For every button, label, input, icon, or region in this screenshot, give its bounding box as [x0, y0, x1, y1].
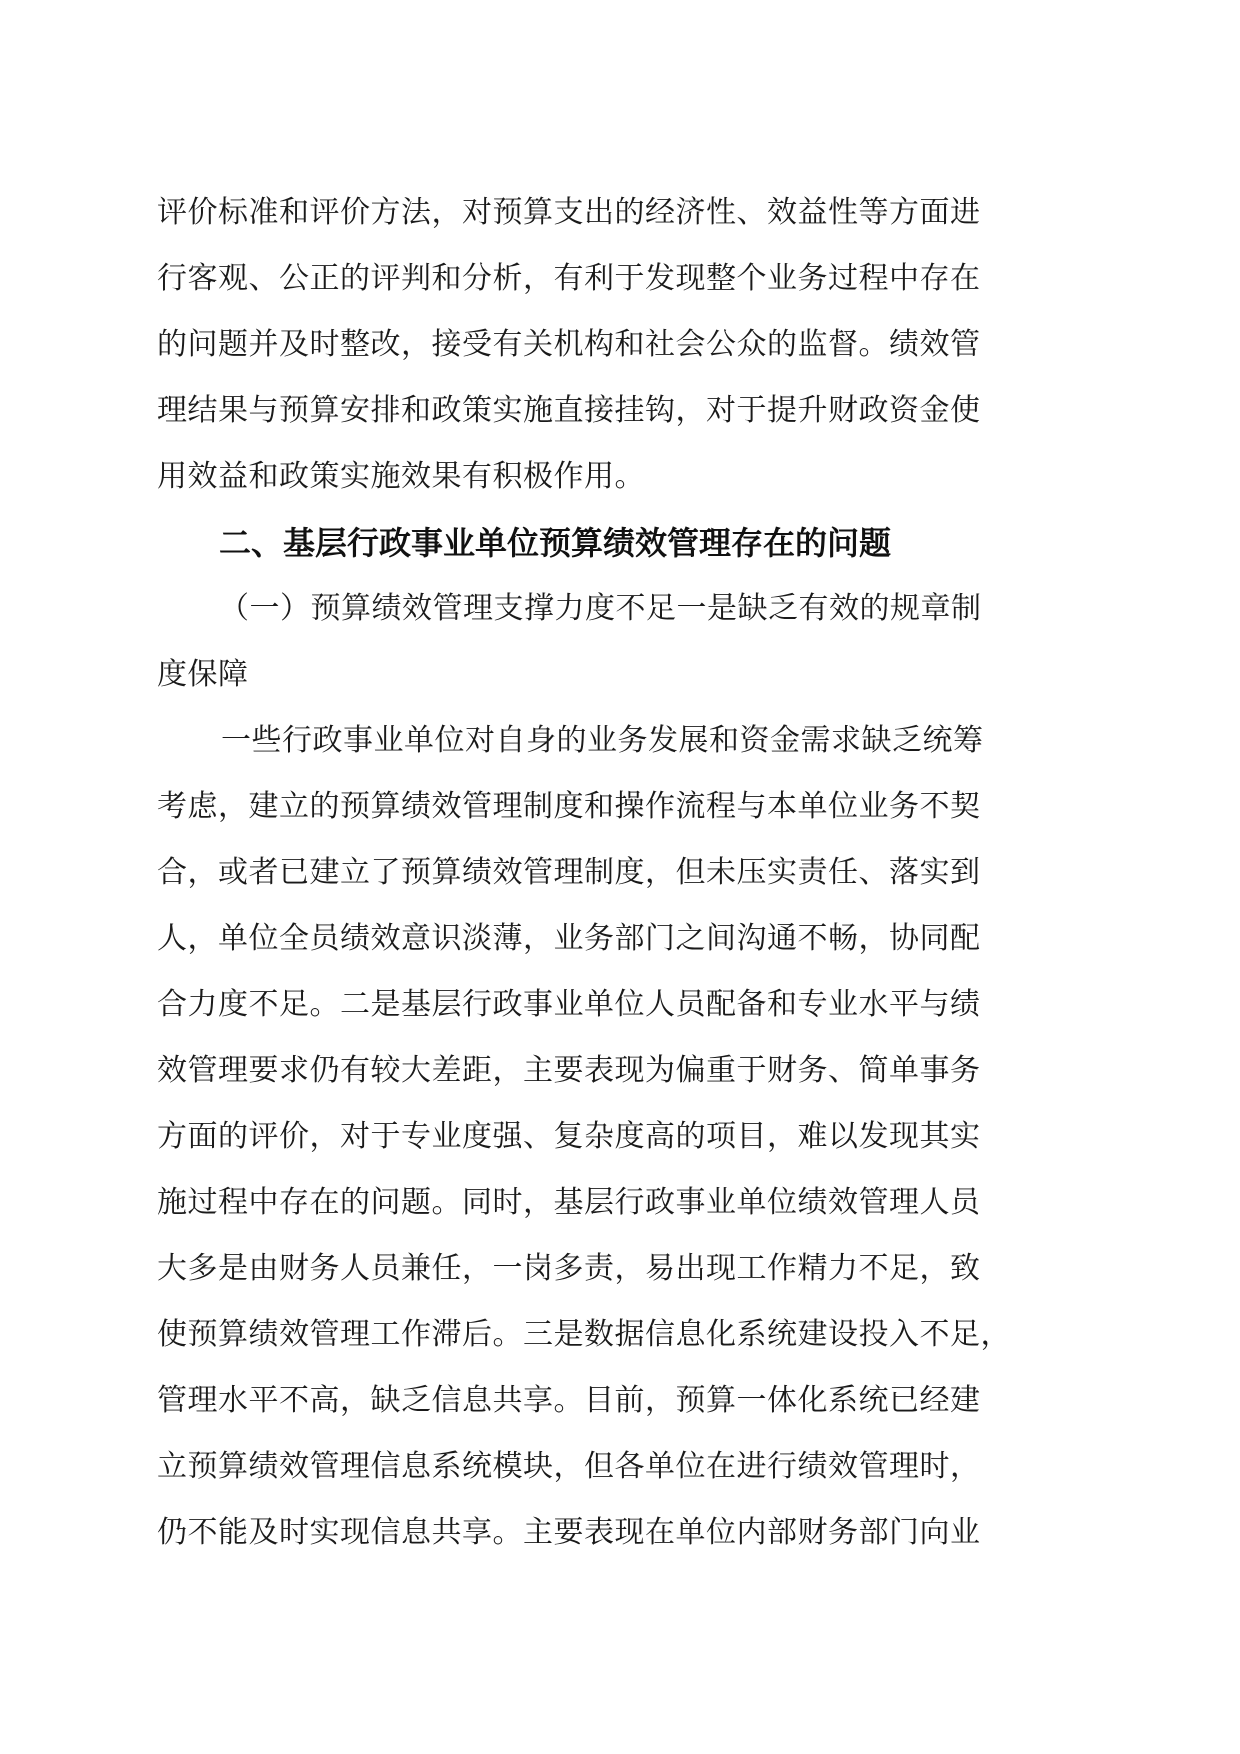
text-line: 考虑，建立的预算绩效管理制度和操作流程与本单位业务不契	[157, 789, 981, 824]
text-line: 一些行政事业单位对自身的业务发展和资金需求缺乏统筹	[221, 723, 984, 758]
subsection-heading-line: （一）预算绩效管理支撑力度不足一是缺乏有效的规章制	[219, 591, 982, 626]
text-line: 仍不能及时实现信息共享。主要表现在单位内部财务部门向业	[157, 1515, 981, 1550]
text-line: 评价标准和评价方法，对预算支出的经济性、效益性等方面进	[157, 195, 981, 230]
text-line: 理结果与预算安排和政策实施直接挂钩，对于提升财政资金使	[157, 393, 981, 428]
text-line: 管理水平不高，缺乏信息共享。目前，预算一体化系统已经建	[157, 1383, 981, 1418]
text-line: 的问题并及时整改，接受有关机构和社会公众的监督。绩效管	[157, 327, 981, 362]
text-line: 施过程中存在的问题。同时，基层行政事业单位绩效管理人员	[157, 1185, 981, 1220]
subsection-heading-line: 度保障	[157, 657, 249, 692]
text-line: 行客观、公正的评判和分析，有利于发现整个业务过程中存在	[157, 261, 981, 296]
text-line: 大多是由财务人员兼任，一岗多责，易出现工作精力不足，致	[157, 1251, 981, 1286]
text-line: 立预算绩效管理信息系统模块，但各单位在进行绩效管理时，	[157, 1449, 981, 1484]
text-line: 合力度不足。二是基层行政事业单位人员配备和专业水平与绩	[157, 987, 981, 1022]
text-line: 用效益和政策实施效果有积极作用。	[157, 459, 645, 494]
subsection-heading	[157, 576, 1097, 708]
paragraph-continued	[157, 180, 1097, 510]
paragraph	[157, 708, 1097, 1566]
document-body	[157, 180, 1097, 1566]
section-heading: 二、基层行政事业单位预算绩效管理存在的问题	[219, 524, 892, 562]
text-line: 人，单位全员绩效意识淡薄，业务部门之间沟通不畅，协同配	[157, 921, 981, 956]
text-line: 效管理要求仍有较大差距，主要表现为偏重于财务、简单事务	[157, 1053, 981, 1088]
text-line: 合，或者已建立了预算绩效管理制度，但未压实责任、落实到	[157, 855, 981, 890]
text-line: 使预算绩效管理工作滞后。三是数据信息化系统建设投入不足，	[157, 1317, 1011, 1352]
text-line: 方面的评价，对于专业度强、复杂度高的项目，难以发现其实	[157, 1119, 981, 1154]
